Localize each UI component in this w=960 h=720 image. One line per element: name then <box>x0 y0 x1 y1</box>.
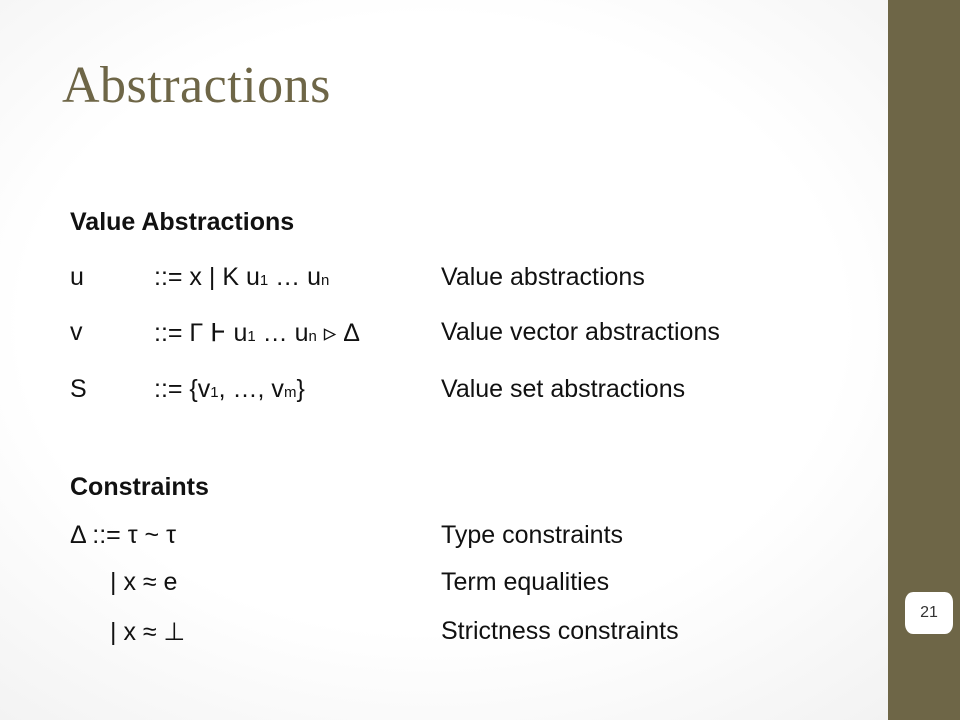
value-abstractions-heading: Value Abstractions <box>70 208 295 236</box>
value-row-definition <box>154 375 305 404</box>
definition-part: ::= x | K u <box>154 263 260 291</box>
value-row-description: Value abstractions <box>441 263 645 291</box>
page-number: 21 <box>920 604 938 621</box>
definition-part: } <box>296 375 305 403</box>
definition-part: … u <box>255 319 309 347</box>
value-row-description: Value set abstractions <box>441 375 686 403</box>
subscript: 1 <box>210 384 219 401</box>
definition-part: ::= Γ Ͱ u <box>154 319 248 347</box>
subscript: n <box>321 272 330 289</box>
constraint-row-lead: | x ≈ ⊥ <box>110 618 186 646</box>
constraint-row-description: Type constraints <box>441 521 624 549</box>
definition-part: , …, v <box>218 375 284 403</box>
value-row-symbol: v <box>70 318 83 346</box>
constraint-row-lead: Δ ::= τ ~ τ <box>70 521 176 549</box>
slide-title: Abstractions <box>62 57 331 114</box>
value-row-description: Value vector abstractions <box>441 318 720 346</box>
definition-part: ▹ Δ <box>316 319 360 347</box>
definition-part: ::= {v <box>154 375 211 403</box>
subscript: m <box>283 384 297 401</box>
value-row-definition <box>154 318 360 348</box>
constraints-heading: Constraints <box>70 473 209 501</box>
value-row-symbol: S <box>70 375 87 403</box>
subscript: 1 <box>259 272 269 289</box>
page-number-badge <box>903 592 955 634</box>
constraint-row-lead: | x ≈ e <box>110 568 178 596</box>
constraint-row-description: Term equalities <box>441 568 610 596</box>
value-row-definition <box>154 263 329 292</box>
subscript: 1 <box>247 328 256 345</box>
constraint-row-description: Strictness constraints <box>441 617 679 645</box>
definition-part: … u <box>268 263 321 291</box>
subscript: n <box>308 328 317 345</box>
value-row-symbol: u <box>70 263 84 291</box>
